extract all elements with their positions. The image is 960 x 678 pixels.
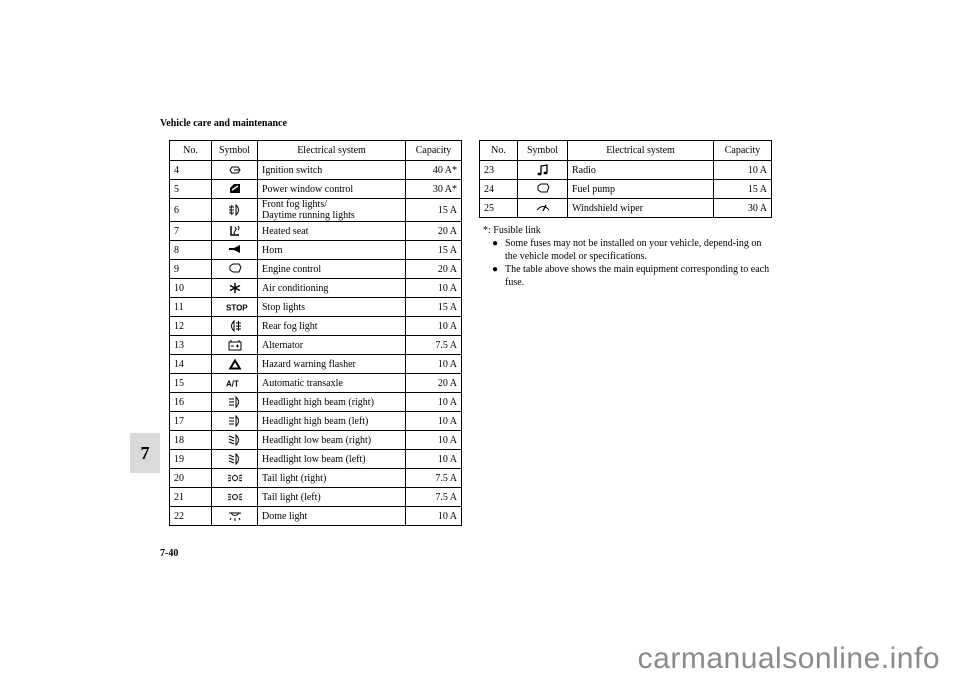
electrical-system: Ignition switch — [258, 161, 406, 180]
note-text: Some fuses may not be installed on your vehicle, depend-ing on the vehicle model or specifications. — [505, 238, 762, 262]
table-row — [170, 355, 462, 374]
fuse-capacity: 10 A — [406, 450, 462, 469]
table-row — [170, 488, 462, 507]
fuse-capacity: 15 A — [406, 298, 462, 317]
table-row — [170, 260, 462, 279]
table-row — [170, 374, 462, 393]
fuse-number: 8 — [170, 241, 212, 260]
table-row — [170, 431, 462, 450]
table-row — [170, 298, 462, 317]
table-row — [480, 161, 772, 180]
hazard-warning-icon — [228, 358, 242, 370]
ignition-switch-icon — [228, 164, 242, 176]
note-text: The table above shows the main equipment corresponding to each fuse. — [505, 264, 770, 288]
column-header-no: No. — [480, 141, 518, 161]
column-header-capacity: Capacity — [714, 141, 772, 161]
fuse-number: 12 — [170, 317, 212, 336]
fuse-capacity: 10 A — [406, 393, 462, 412]
fog-light-icon — [228, 204, 242, 216]
electrical-system: Heated seat — [258, 222, 406, 241]
fuse-number: 5 — [170, 180, 212, 199]
tail-light-icon — [227, 491, 243, 503]
fuse-number: 14 — [170, 355, 212, 374]
engine-control-icon — [228, 263, 242, 275]
electrical-system: Hazard warning flasher — [258, 355, 406, 374]
fuse-capacity: 40 A* — [406, 161, 462, 180]
electrical-system: Headlight low beam (left) — [258, 450, 406, 469]
electrical-system: Stop lights — [258, 298, 406, 317]
electrical-system: Automatic transaxle — [258, 374, 406, 393]
fuse-number: 20 — [170, 469, 212, 488]
bullet-icon: ● — [492, 238, 499, 249]
table-row — [480, 199, 772, 218]
fuse-number: 15 — [170, 374, 212, 393]
fuse-table-right — [479, 140, 772, 218]
fuse-capacity: 10 A — [406, 279, 462, 298]
electrical-system: Radio — [568, 161, 714, 180]
air-conditioning-icon — [228, 282, 242, 294]
column-header-system: Electrical system — [568, 141, 714, 161]
fuse-capacity: 30 A* — [406, 180, 462, 199]
table-row — [170, 507, 462, 526]
fuse-capacity: 15 A — [406, 199, 462, 222]
horn-icon — [228, 244, 242, 256]
automatic-transaxle-icon — [226, 378, 244, 388]
table-header-row — [170, 141, 462, 161]
page-number: 7-40 — [160, 548, 179, 559]
electrical-system: Tail light (right) — [258, 469, 406, 488]
fuse-number: 6 — [170, 199, 212, 222]
fuse-number: 19 — [170, 450, 212, 469]
radio-icon — [536, 164, 550, 176]
table-row — [170, 412, 462, 431]
electrical-system: Headlight high beam (left) — [258, 412, 406, 431]
electrical-system: Headlight low beam (right) — [258, 431, 406, 450]
fuse-table-left — [169, 140, 462, 526]
electrical-system: Horn — [258, 241, 406, 260]
fuse-number: 22 — [170, 507, 212, 526]
fuse-number: 7 — [170, 222, 212, 241]
table-row — [170, 222, 462, 241]
electrical-system: Power window control — [258, 180, 406, 199]
table-row — [170, 336, 462, 355]
fuse-capacity: 10 A — [406, 431, 462, 450]
table-header-row — [480, 141, 772, 161]
fuse-number: 23 — [480, 161, 518, 180]
windshield-wiper-icon — [536, 202, 550, 214]
electrical-system: Dome light — [258, 507, 406, 526]
rear-fog-light-icon — [228, 320, 242, 332]
table-row — [170, 241, 462, 260]
table-row — [170, 279, 462, 298]
table-row — [170, 393, 462, 412]
power-window-icon — [228, 183, 242, 195]
fuse-number: 25 — [480, 199, 518, 218]
tail-light-icon — [227, 472, 243, 484]
fuse-capacity: 10 A — [406, 507, 462, 526]
fuse-number: 10 — [170, 279, 212, 298]
fuse-capacity: 10 A — [406, 412, 462, 431]
table-row — [480, 180, 772, 199]
electrical-system: Tail light (left) — [258, 488, 406, 507]
electrical-system: Headlight high beam (right) — [258, 393, 406, 412]
heated-seat-icon — [228, 225, 242, 237]
note-item — [483, 263, 773, 289]
fuse-number: 11 — [170, 298, 212, 317]
column-header-symbol: Symbol — [212, 141, 258, 161]
fuse-number: 24 — [480, 180, 518, 199]
column-header-symbol: Symbol — [518, 141, 568, 161]
stop-lights-icon — [225, 302, 248, 313]
electrical-system: Air conditioning — [258, 279, 406, 298]
electrical-system: Alternator — [258, 336, 406, 355]
fuse-capacity: 20 A — [406, 222, 462, 241]
electrical-system — [258, 199, 406, 222]
table-row — [170, 317, 462, 336]
headlight-low-beam-icon — [228, 434, 242, 446]
fuse-capacity: 15 A — [714, 180, 772, 199]
fuse-number: 16 — [170, 393, 212, 412]
fuel-pump-icon — [536, 183, 550, 195]
page-header-title: Vehicle care and maintenance — [160, 118, 287, 129]
fuse-number: 17 — [170, 412, 212, 431]
fuse-capacity: 20 A — [406, 260, 462, 279]
headlight-high-beam-icon — [228, 396, 242, 408]
fuse-capacity: 30 A — [714, 199, 772, 218]
table-row — [170, 180, 462, 199]
footnote-fusible-link: *: Fusible link — [483, 225, 541, 236]
fuse-capacity: 7.5 A — [406, 469, 462, 488]
fuse-capacity: 10 A — [406, 317, 462, 336]
electrical-system: Engine control — [258, 260, 406, 279]
bullet-icon: ● — [492, 264, 499, 275]
dome-light-icon — [227, 510, 243, 522]
headlight-low-beam-icon — [228, 453, 242, 465]
note-item — [483, 237, 773, 263]
electrical-system-line1: Front fog lights/ — [262, 199, 328, 210]
fuse-capacity: 7.5 A — [406, 336, 462, 355]
column-header-system: Electrical system — [258, 141, 406, 161]
watermark: carmanualsonline.info — [637, 642, 940, 675]
fuse-number: 18 — [170, 431, 212, 450]
fuse-capacity: 15 A — [406, 241, 462, 260]
fuse-number: 21 — [170, 488, 212, 507]
svg-text:STOP: STOP — [225, 303, 248, 313]
table-row — [170, 469, 462, 488]
fuse-capacity: 7.5 A — [406, 488, 462, 507]
electrical-system-line2: Daytime running lights — [262, 210, 355, 221]
electrical-system: Rear fog light — [258, 317, 406, 336]
fuse-number: 9 — [170, 260, 212, 279]
fuse-capacity: 10 A — [406, 355, 462, 374]
table-row — [170, 450, 462, 469]
fuse-capacity: 10 A — [714, 161, 772, 180]
chapter-tab: 7 — [130, 433, 160, 473]
table-row — [170, 161, 462, 180]
column-header-capacity: Capacity — [406, 141, 462, 161]
fuse-number: 13 — [170, 336, 212, 355]
table-row — [170, 199, 462, 222]
electrical-system: Windshield wiper — [568, 199, 714, 218]
column-header-no: No. — [170, 141, 212, 161]
headlight-high-beam-icon — [228, 415, 242, 427]
electrical-system: Fuel pump — [568, 180, 714, 199]
alternator-icon — [228, 339, 242, 351]
svg-text:A/T: A/T — [225, 379, 239, 389]
fuse-number: 4 — [170, 161, 212, 180]
fuse-notes — [483, 224, 773, 289]
fuse-capacity: 20 A — [406, 374, 462, 393]
